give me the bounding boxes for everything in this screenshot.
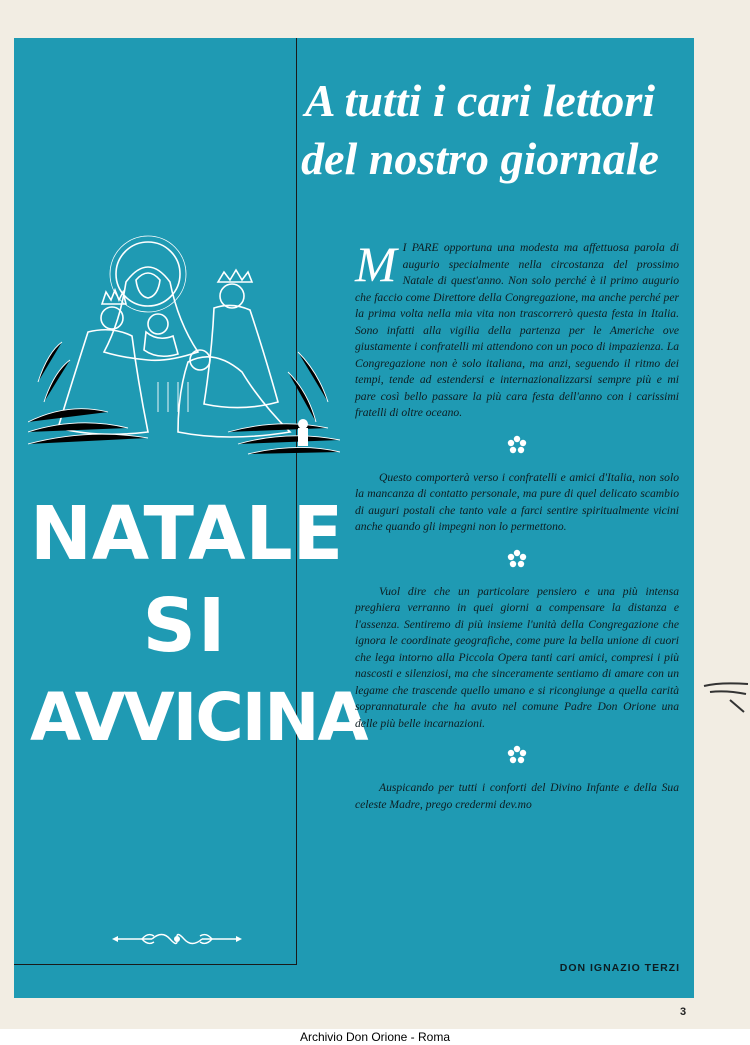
big-title	[30, 488, 367, 764]
big-title-line-2: SI	[142, 583, 228, 669]
page-number: 3	[680, 1006, 687, 1018]
archive-label: Archivio Don Orione - Roma	[0, 1029, 750, 1045]
headline-line-2: del nostro giornale	[301, 133, 659, 184]
nativity-illustration	[28, 232, 340, 460]
article	[355, 236, 679, 813]
ornament-divider	[112, 928, 242, 950]
big-title-line-3: AVVICINA	[30, 679, 367, 756]
flower-icon	[506, 548, 528, 570]
flower-icon	[506, 744, 528, 766]
ink-smudge	[700, 676, 750, 716]
article-paragraph-3: Vuol dire che un particolare pensiero e una più intensa preghiera verranno in quei giorni a compensare la distanza e l'assenza. Sentiremo di più insieme l'unità della Congregazione che ignora le coordinate geografiche, come pure la bella unione di cuori che lega intorno alla Piccola Opera tanti cari amici, compresi i più nascosti e silenziosi, ma che sinceramente sentiamo di amare con un legame che trascende quello umano e si ricongiunge a quella carità soprannaturale che ha avuto nel comune Padre Don Orione una delle più belle incarnazioni.	[355, 584, 679, 730]
signature: DON IGNAZIO TERZI	[559, 962, 680, 974]
drop-cap: M	[355, 236, 397, 292]
article-paragraph-1	[355, 236, 679, 422]
article-paragraph-4: Auspicando per tutti i conforti del Divino Infante e della Sua celeste Madre, prego credermi dev.mo	[355, 781, 679, 811]
paragraph-1-text: I PARE opportuna una modesta ma affettuosa parola di augurio specialmente nella circostanza del prossimo Natale di quest'anno. Non solo perché è il primo augurio che faccio come Direttore della Congregazione, ma anche perché per la prima volta nella mia vita non trascorrerò questa festa in Italia. Sono infatti alla vigilia della partenza per le Americhe ove giustamente i confratelli mi attendono con un poco di impazienza. La Congregazione non è solo italiana, ma anzi, seguendo il ritmo dei tempi, tende ad estendersi e internazionalizzarsi sempre più e mi pare così bello passare la più cara festa dell'anno con i carissimi fratelli di oltre oceano.	[355, 241, 679, 419]
headline	[280, 72, 680, 188]
flower-icon	[506, 434, 528, 456]
article-paragraph-2: Questo comporterà verso i confratelli e amici d'Italia, non solo la mancanza di contatto personale, ma pure di quel delicato scambio di auguri postali che tanto vale a farci sentire spiritualmente vicini anche quando gli impegni non lo permettono.	[355, 470, 679, 533]
headline-line-1: A tutti i cari lettori	[304, 75, 656, 126]
frame-line-horizontal	[14, 964, 297, 965]
big-title-line-1: NATALE	[30, 491, 344, 577]
